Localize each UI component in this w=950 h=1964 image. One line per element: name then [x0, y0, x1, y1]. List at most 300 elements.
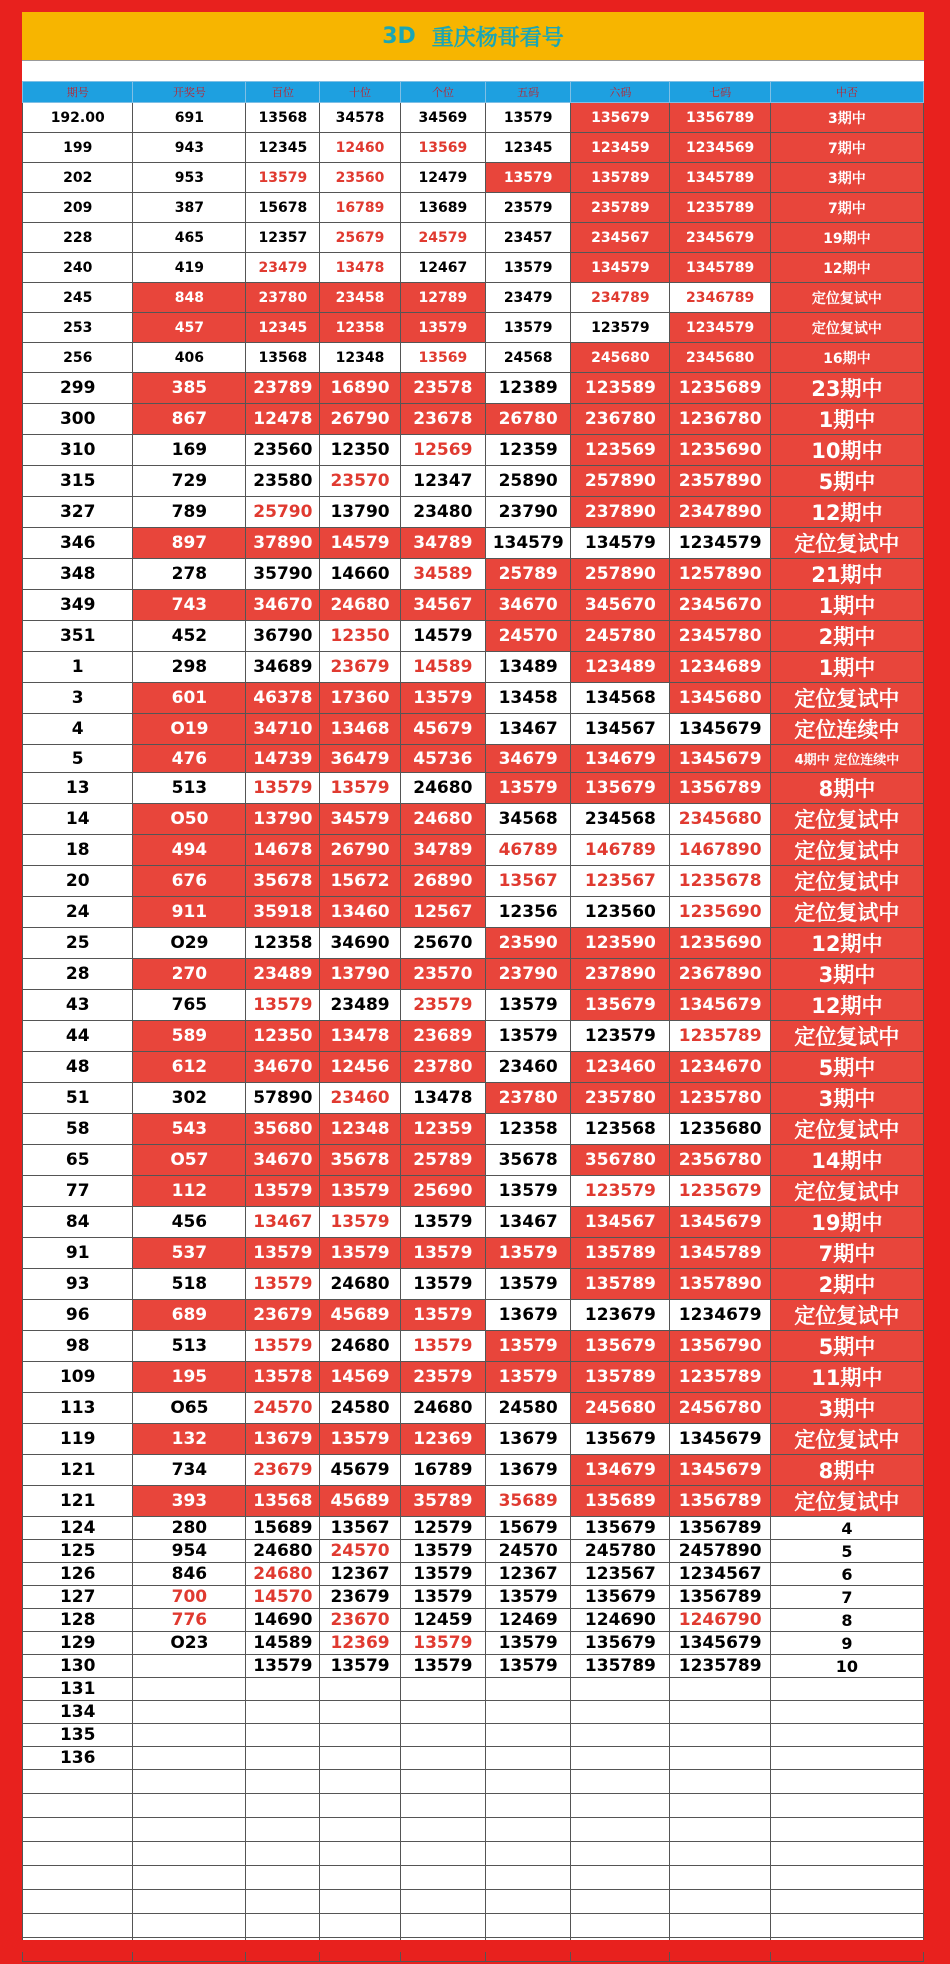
cell-five-code: 13579 — [486, 103, 571, 133]
cell-draw: 846 — [133, 1563, 246, 1586]
cell-five-code — [486, 1747, 571, 1770]
cell-hundreds: 24570 — [246, 1393, 320, 1424]
cell-hundreds: 13578 — [246, 1362, 320, 1393]
cell-tens: 34690 — [320, 928, 400, 959]
empty-row — [23, 1890, 924, 1914]
cell-units: 12347 — [400, 466, 485, 497]
cell-issue: 91 — [23, 1238, 133, 1269]
cell-seven-code: 1234689 — [670, 652, 770, 683]
cell-hundreds: 24680 — [246, 1563, 320, 1586]
table-row — [23, 528, 924, 559]
cell-result: 定位复试中 — [770, 683, 923, 714]
empty-row — [23, 1818, 924, 1842]
cell-issue: 119 — [23, 1424, 133, 1455]
cell-six-code: 124690 — [571, 1609, 670, 1632]
cell-draw: 518 — [133, 1269, 246, 1300]
cell-issue: 351 — [23, 621, 133, 652]
cell-seven-code: 1235690 — [670, 897, 770, 928]
cell-tens: 12348 — [320, 343, 400, 373]
cell-tens: 23560 — [320, 163, 400, 193]
cell-six-code — [571, 1701, 670, 1724]
cell-result: 21期中 — [770, 559, 923, 590]
cell-units — [400, 1701, 485, 1724]
empty-cell — [133, 1914, 246, 1938]
cell-five-code: 12389 — [486, 373, 571, 404]
cell-hundreds: 46378 — [246, 683, 320, 714]
cell-seven-code: 1257890 — [670, 559, 770, 590]
cell-issue: 135 — [23, 1724, 133, 1747]
cell-six-code: 135679 — [571, 990, 670, 1021]
empty-cell — [770, 1866, 923, 1890]
column-header-seven-code: 七码 — [670, 82, 770, 103]
table-row — [23, 1145, 924, 1176]
empty-cell — [23, 1818, 133, 1842]
cell-six-code: 123679 — [571, 1300, 670, 1331]
cell-issue: 1 — [23, 652, 133, 683]
cell-result: 7 — [770, 1586, 923, 1609]
cell-hundreds: 13579 — [246, 990, 320, 1021]
table-row — [23, 1331, 924, 1362]
cell-hundreds: 35678 — [246, 866, 320, 897]
table-row — [23, 1517, 924, 1540]
table-row — [23, 1269, 924, 1300]
table-row — [23, 253, 924, 283]
cell-seven-code: 1236780 — [670, 404, 770, 435]
cell-result — [770, 1747, 923, 1770]
column-header-six-code: 六码 — [571, 82, 670, 103]
cell-issue: 5 — [23, 745, 133, 773]
cell-issue: 20 — [23, 866, 133, 897]
cell-seven-code: 1235780 — [670, 1083, 770, 1114]
cell-result: 定位复试中 — [770, 1176, 923, 1207]
cell-issue: 256 — [23, 343, 133, 373]
cell-seven-code: 1345789 — [670, 163, 770, 193]
empty-cell — [670, 1866, 770, 1890]
cell-result: 12期中 — [770, 990, 923, 1021]
cell-result: 3期中 — [770, 959, 923, 990]
cell-result: 5 — [770, 1540, 923, 1563]
cell-five-code: 12359 — [486, 435, 571, 466]
cell-tens: 16789 — [320, 193, 400, 223]
cell-six-code: 135679 — [571, 1517, 670, 1540]
cell-tens — [320, 1701, 400, 1724]
cell-units: 45679 — [400, 714, 485, 745]
cell-issue: 348 — [23, 559, 133, 590]
cell-tens: 13567 — [320, 1517, 400, 1540]
cell-hundreds: 15678 — [246, 193, 320, 223]
empty-row — [23, 1866, 924, 1890]
cell-units — [400, 1724, 485, 1747]
cell-five-code: 13579 — [486, 990, 571, 1021]
column-header-result: 中否 — [770, 82, 923, 103]
cell-six-code: 257890 — [571, 466, 670, 497]
cell-issue: 128 — [23, 1609, 133, 1632]
cell-units: 24579 — [400, 223, 485, 253]
empty-cell — [400, 1842, 485, 1866]
cell-issue: 125 — [23, 1540, 133, 1563]
cell-draw: 419 — [133, 253, 246, 283]
cell-five-code: 23790 — [486, 959, 571, 990]
cell-issue: 48 — [23, 1052, 133, 1083]
cell-draw — [133, 1701, 246, 1724]
cell-hundreds: 34670 — [246, 590, 320, 621]
cell-draw: 911 — [133, 897, 246, 928]
column-header-tens: 十位 — [320, 82, 400, 103]
table-row — [23, 1021, 924, 1052]
cell-tens: 34579 — [320, 804, 400, 835]
cell-hundreds: 13579 — [246, 1238, 320, 1269]
cell-seven-code: 1345679 — [670, 714, 770, 745]
cell-hundreds: 23679 — [246, 1455, 320, 1486]
cell-tens: 23679 — [320, 652, 400, 683]
cell-draw: 270 — [133, 959, 246, 990]
cell-five-code: 13579 — [486, 1269, 571, 1300]
cell-units: 13579 — [400, 1207, 485, 1238]
cell-draw: O57 — [133, 1145, 246, 1176]
cell-issue: 28 — [23, 959, 133, 990]
empty-cell — [486, 1842, 571, 1866]
cell-six-code: 134568 — [571, 683, 670, 714]
cell-five-code: 13579 — [486, 253, 571, 283]
cell-seven-code: 1356789 — [670, 103, 770, 133]
cell-six-code — [571, 1678, 670, 1701]
cell-draw: 734 — [133, 1455, 246, 1486]
cell-units: 23570 — [400, 959, 485, 990]
cell-tens: 24680 — [320, 1331, 400, 1362]
cell-issue: 245 — [23, 283, 133, 313]
cell-units: 13478 — [400, 1083, 485, 1114]
cell-units: 45736 — [400, 745, 485, 773]
cell-result: 3期中 — [770, 1393, 923, 1424]
cell-issue: 84 — [23, 1207, 133, 1238]
cell-units: 24680 — [400, 1393, 485, 1424]
cell-six-code: 135679 — [571, 1331, 670, 1362]
cell-issue: 93 — [23, 1269, 133, 1300]
cell-result: 12期中 — [770, 253, 923, 283]
cell-six-code: 257890 — [571, 559, 670, 590]
cell-hundreds: 14678 — [246, 835, 320, 866]
cell-hundreds: 12358 — [246, 928, 320, 959]
cell-seven-code: 1234579 — [670, 528, 770, 559]
cell-units: 23689 — [400, 1021, 485, 1052]
cell-issue: 209 — [23, 193, 133, 223]
cell-result: 10期中 — [770, 435, 923, 466]
cell-seven-code: 2456780 — [670, 1393, 770, 1424]
cell-hundreds: 23679 — [246, 1300, 320, 1331]
empty-cell — [246, 1794, 320, 1818]
cell-five-code: 13579 — [486, 1176, 571, 1207]
cell-six-code: 134579 — [571, 253, 670, 283]
cell-result: 定位复试中 — [770, 835, 923, 866]
cell-five-code: 13579 — [486, 1632, 571, 1655]
cell-seven-code — [670, 1701, 770, 1724]
cell-five-code: 13489 — [486, 652, 571, 683]
cell-units — [400, 1747, 485, 1770]
empty-cell — [770, 1770, 923, 1794]
table-row — [23, 897, 924, 928]
cell-tens: 12348 — [320, 1114, 400, 1145]
cell-hundreds: 13579 — [246, 1269, 320, 1300]
cell-result: 3期中 — [770, 163, 923, 193]
cell-hundreds: 14739 — [246, 745, 320, 773]
table-row — [23, 283, 924, 313]
cell-draw: 954 — [133, 1540, 246, 1563]
cell-hundreds: 23560 — [246, 435, 320, 466]
empty-cell — [23, 1866, 133, 1890]
cell-tens — [320, 1678, 400, 1701]
empty-cell — [133, 1890, 246, 1914]
cell-hundreds: 35680 — [246, 1114, 320, 1145]
cell-result: 定位复试中 — [770, 1114, 923, 1145]
cell-seven-code: 1234670 — [670, 1052, 770, 1083]
table-row — [23, 959, 924, 990]
cell-result: 1期中 — [770, 652, 923, 683]
cell-tens: 12460 — [320, 133, 400, 163]
cell-seven-code: 2457890 — [670, 1540, 770, 1563]
column-header-units: 个位 — [400, 82, 485, 103]
cell-tens: 24580 — [320, 1393, 400, 1424]
cell-draw: 298 — [133, 652, 246, 683]
cell-draw: O19 — [133, 714, 246, 745]
cell-seven-code: 2367890 — [670, 959, 770, 990]
cell-five-code: 134579 — [486, 528, 571, 559]
cell-result: 定位复试中 — [770, 1486, 923, 1517]
empty-cell — [23, 1794, 133, 1818]
cell-six-code: 123579 — [571, 1176, 670, 1207]
cell-units: 13579 — [400, 1586, 485, 1609]
cell-seven-code: 2357890 — [670, 466, 770, 497]
cell-six-code: 237890 — [571, 959, 670, 990]
column-header-five-code: 五码 — [486, 82, 571, 103]
cell-issue: 14 — [23, 804, 133, 835]
cell-hundreds: 34710 — [246, 714, 320, 745]
cell-five-code: 24580 — [486, 1393, 571, 1424]
cell-draw: 848 — [133, 283, 246, 313]
cell-draw: 302 — [133, 1083, 246, 1114]
cell-draw: 867 — [133, 404, 246, 435]
cell-result: 定位复试中 — [770, 1021, 923, 1052]
cell-units: 13579 — [400, 1331, 485, 1362]
cell-six-code: 135789 — [571, 1238, 670, 1269]
cell-draw: 169 — [133, 435, 246, 466]
cell-six-code: 134579 — [571, 528, 670, 559]
table-row — [23, 1655, 924, 1678]
table-row — [23, 343, 924, 373]
cell-result: 1期中 — [770, 404, 923, 435]
table-row — [23, 193, 924, 223]
cell-units: 13569 — [400, 343, 485, 373]
game-label: 3D — [382, 23, 416, 49]
cell-five-code: 12469 — [486, 1609, 571, 1632]
cell-issue: 96 — [23, 1300, 133, 1331]
cell-seven-code: 2345780 — [670, 621, 770, 652]
cell-five-code: 34670 — [486, 590, 571, 621]
cell-five-code: 23590 — [486, 928, 571, 959]
cell-result — [770, 1701, 923, 1724]
cell-units: 13579 — [400, 683, 485, 714]
cell-five-code: 34568 — [486, 804, 571, 835]
empty-cell — [486, 1818, 571, 1842]
cell-tens: 13468 — [320, 714, 400, 745]
cell-six-code: 135789 — [571, 1269, 670, 1300]
empty-cell — [770, 1890, 923, 1914]
cell-draw: 943 — [133, 133, 246, 163]
cell-six-code: 123567 — [571, 866, 670, 897]
table-row — [23, 1083, 924, 1114]
cell-units: 13689 — [400, 193, 485, 223]
table-row — [23, 1455, 924, 1486]
cell-draw: O65 — [133, 1393, 246, 1424]
cell-six-code: 123590 — [571, 928, 670, 959]
table-row — [23, 1540, 924, 1563]
cell-five-code: 13679 — [486, 1424, 571, 1455]
header-row — [23, 82, 924, 103]
cell-six-code: 235780 — [571, 1083, 670, 1114]
cell-draw: 452 — [133, 621, 246, 652]
empty-cell — [770, 1842, 923, 1866]
cell-six-code: 245780 — [571, 621, 670, 652]
cell-units: 12369 — [400, 1424, 485, 1455]
cell-tens: 13478 — [320, 253, 400, 283]
table-row — [23, 773, 924, 804]
table-row — [23, 1052, 924, 1083]
cell-six-code: 123569 — [571, 435, 670, 466]
cell-six-code: 345670 — [571, 590, 670, 621]
cell-units: 34589 — [400, 559, 485, 590]
cell-result: 3期中 — [770, 103, 923, 133]
cell-tens: 23570 — [320, 466, 400, 497]
cell-seven-code: 2356780 — [670, 1145, 770, 1176]
cell-draw: 195 — [133, 1362, 246, 1393]
cell-issue: 13 — [23, 773, 133, 804]
cell-seven-code: 1345789 — [670, 253, 770, 283]
cell-draw: 457 — [133, 313, 246, 343]
cell-hundreds: 12345 — [246, 313, 320, 343]
table-row — [23, 435, 924, 466]
cell-units: 12359 — [400, 1114, 485, 1145]
table-row — [23, 683, 924, 714]
cell-hundreds: 13790 — [246, 804, 320, 835]
cell-tens: 13579 — [320, 773, 400, 804]
cell-issue: 109 — [23, 1362, 133, 1393]
cell-six-code: 146789 — [571, 835, 670, 866]
cell-result: 定位复试中 — [770, 897, 923, 928]
empty-cell — [770, 1914, 923, 1938]
cell-issue: 25 — [23, 928, 133, 959]
cell-seven-code: 1357890 — [670, 1269, 770, 1300]
cell-five-code: 46789 — [486, 835, 571, 866]
cell-seven-code: 1234579 — [670, 313, 770, 343]
cell-hundreds: 34670 — [246, 1145, 320, 1176]
cell-units: 12789 — [400, 283, 485, 313]
cell-tens: 26790 — [320, 835, 400, 866]
cell-six-code: 245780 — [571, 1540, 670, 1563]
empty-cell — [400, 1794, 485, 1818]
cell-tens: 23460 — [320, 1083, 400, 1114]
cell-six-code: 123579 — [571, 1021, 670, 1052]
cell-hundreds: 14570 — [246, 1586, 320, 1609]
bottom-bar — [22, 1940, 924, 1952]
cell-five-code: 34679 — [486, 745, 571, 773]
cell-six-code: 135679 — [571, 1632, 670, 1655]
cell-five-code: 13579 — [486, 313, 571, 343]
cell-issue: 199 — [23, 133, 133, 163]
cell-units: 12569 — [400, 435, 485, 466]
cell-seven-code: 1345679 — [670, 1455, 770, 1486]
cell-five-code: 12345 — [486, 133, 571, 163]
cell-result: 8 — [770, 1609, 923, 1632]
cell-result: 定位复试中 — [770, 804, 923, 835]
cell-issue: 327 — [23, 497, 133, 528]
cell-units: 13579 — [400, 1632, 485, 1655]
cell-draw: 537 — [133, 1238, 246, 1269]
cell-five-code: 13579 — [486, 773, 571, 804]
cell-five-code: 35689 — [486, 1486, 571, 1517]
table-row — [23, 990, 924, 1021]
cell-seven-code: 1246790 — [670, 1609, 770, 1632]
cell-hundreds: 57890 — [246, 1083, 320, 1114]
cell-seven-code: 1234679 — [670, 1300, 770, 1331]
cell-tens: 13478 — [320, 1021, 400, 1052]
cell-seven-code: 2345679 — [670, 223, 770, 253]
cell-units: 25690 — [400, 1176, 485, 1207]
cell-hundreds: 25790 — [246, 497, 320, 528]
cell-issue: 124 — [23, 1517, 133, 1540]
cell-seven-code: 1235690 — [670, 928, 770, 959]
cell-issue: 58 — [23, 1114, 133, 1145]
cell-six-code: 234789 — [571, 283, 670, 313]
cell-five-code: 12367 — [486, 1563, 571, 1586]
cell-seven-code: 1356789 — [670, 773, 770, 804]
cell-draw: 789 — [133, 497, 246, 528]
table-row — [23, 373, 924, 404]
cell-hundreds: 34670 — [246, 1052, 320, 1083]
cell-tens: 13579 — [320, 1207, 400, 1238]
cell-seven-code: 2345680 — [670, 343, 770, 373]
cell-result: 4期中 定位连续中 — [770, 745, 923, 773]
cell-units: 24680 — [400, 804, 485, 835]
cell-seven-code: 2345670 — [670, 590, 770, 621]
cell-issue: 24 — [23, 897, 133, 928]
cell-seven-code: 1345679 — [670, 1632, 770, 1655]
empty-cell — [320, 1770, 400, 1794]
cell-result — [770, 1678, 923, 1701]
table-row — [23, 163, 924, 193]
cell-five-code: 23479 — [486, 283, 571, 313]
cell-units: 23780 — [400, 1052, 485, 1083]
empty-cell — [246, 1818, 320, 1842]
cell-units: 34789 — [400, 528, 485, 559]
cell-seven-code: 1235679 — [670, 1176, 770, 1207]
empty-cell — [670, 1794, 770, 1818]
cell-hundreds: 15689 — [246, 1517, 320, 1540]
empty-cell — [320, 1890, 400, 1914]
cell-result: 10 — [770, 1655, 923, 1678]
empty-cell — [133, 1770, 246, 1794]
cell-seven-code: 1235789 — [670, 1655, 770, 1678]
table-row — [23, 223, 924, 253]
cell-result: 8期中 — [770, 1455, 923, 1486]
cell-seven-code: 1345789 — [670, 1238, 770, 1269]
cell-draw: 700 — [133, 1586, 246, 1609]
empty-cell — [133, 1842, 246, 1866]
cell-six-code: 236780 — [571, 404, 670, 435]
table-row — [23, 1747, 924, 1770]
cell-issue: 300 — [23, 404, 133, 435]
table-row — [23, 1238, 924, 1269]
cell-units: 25670 — [400, 928, 485, 959]
cell-result: 14期中 — [770, 1145, 923, 1176]
